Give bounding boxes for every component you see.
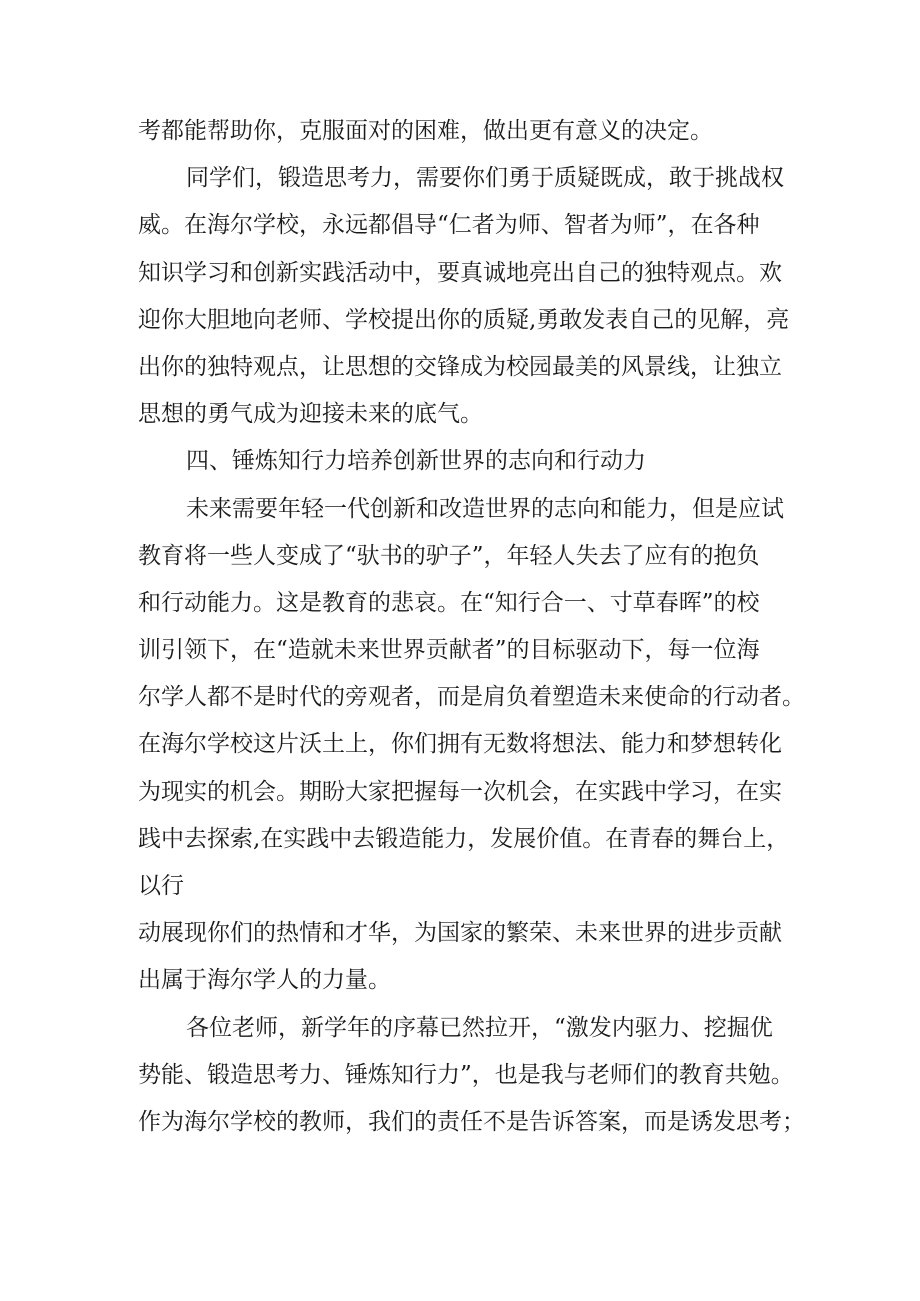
text-line-5: 迎你大胆地向老师、学校提出你的质疑,勇敢发表自己的见解，亮 <box>138 306 790 333</box>
text-line-6: 出你的独特观点，让思想的交锋成为校园最美的风景线，让独立 <box>138 353 782 380</box>
text-line-7: 思想的勇气成为迎接未来的底气。 <box>138 401 483 428</box>
text-line-20: 各位老师，新学年的序幕已然拉开，“激发内驱力、挖掘优 <box>186 1014 773 1041</box>
text-line-1: 考都能帮助你，克服面对的困难，做出更有意义的决定。 <box>138 118 713 144</box>
text-line-19: 出属于海尔学人的力量。 <box>138 967 391 994</box>
text-line-11: 和行动能力。这是教育的悲哀。在“知行合一、寸草春晖”的校 <box>138 589 760 616</box>
text-line-4: 知识学习和创新实践活动中，要真诚地亮出自己的独特观点。欢 <box>138 259 782 286</box>
text-line-17: 以行 <box>138 873 184 899</box>
text-line-9: 未来需要年轻一代创新和改造世界的志向和能力，但是应试 <box>186 495 784 522</box>
text-line-22: 作为海尔学校的教师，我们的责任不是告诉答案，而是诱发思考； <box>138 1108 805 1135</box>
text-line-15: 为现实的机会。期盼大家把握每一次机会，在实践中学习，在实 <box>138 778 782 805</box>
text-line-13: 尔学人都不是时代的旁观者，而是肩负着塑造未来使命的行动者。 <box>138 684 805 711</box>
text-line-12: 训引领下，在“造就未来世界贡献者”的目标驱动下，每一位海 <box>138 637 760 664</box>
text-line-14: 在海尔学校这片沃土上，你们拥有无数将想法、能力和梦想转化 <box>138 731 782 758</box>
section-heading: 四、锤炼知行力培养创新世界的志向和行动力 <box>186 448 646 475</box>
text-line-10: 教育将一些人变成了“驮书的驴子”，年轻人失去了应有的抱负 <box>138 542 760 569</box>
text-line-3: 威。在海尔学校，永远都倡导“仁者为师、智者为师”，在各种 <box>138 212 760 239</box>
text-line-2: 同学们，锻造思考力，需要你们勇于质疑既成，敢于挑战权 <box>186 165 784 192</box>
text-line-18: 动展现你们的热情和才华，为国家的繁荣、未来世界的进步贡献 <box>138 920 782 947</box>
document-body <box>138 108 805 1146</box>
text-line-16: 践中去探索,在实践中去锻造能力，发展价值。在青春的舞台上， <box>138 825 790 852</box>
text-line-21: 势能、锻造思考力、锤炼知行力”，也是我与老师们的教育共勉。 <box>138 1061 794 1088</box>
